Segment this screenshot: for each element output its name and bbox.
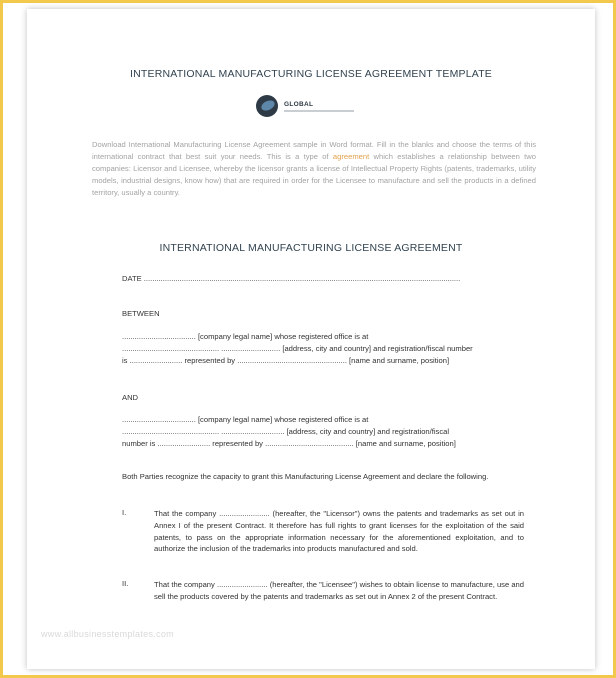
party1-line2: .............................................. ............................ [address, city and country] and registration/fiscal number [122,344,473,353]
item-text: That the company ........................ (hereafter, the "Licensee") wishes to obtain license to manufacture, use and sell the products covered by the patents and trademarks as set out in Annex 2 of the present Contract. [154,580,524,601]
party1-line1: ................................... [company legal name] whose registered office is at [122,332,369,341]
party1-line3: is ......................... represented by .................................................... [name and surname, position] [122,356,450,365]
party2-line2: .............................................. .............................. [address, city and country] and registration/fiscal [122,427,450,436]
agreement-title: INTERNATIONAL MANUFACTURING LICENSE AGREEMENT [159,242,463,254]
item-number: I. [122,508,127,517]
globe-logo-icon [256,95,278,117]
agreement-link[interactable]: agreement [332,151,370,161]
recital-paragraph: Both Parties recognize the capacity to grant this Manufacturing License Agreement and declare the following. [122,472,489,481]
date-line: DATE ...................................................................................................................................................... [122,274,461,283]
item-number: II. [122,579,129,588]
watermark: www.allbusinesstemplates.com [41,629,174,639]
party2-line1: ................................... [company legal name] whose registered office is at [122,415,369,424]
and-label: AND [122,393,139,402]
logo-tagline-bar [284,110,354,112]
logo-text: GLOBAL [284,101,314,108]
between-label: BETWEEN [122,309,160,318]
item-text: That the company ........................ (hereafter, the "Licensor") owns the patents and trademarks as set out in Annex I of the present Contract. It therefore has full rights to grant licenses for the exploitation of the said patents, to pass on the appropriate information necessary for the aforementioned exploitation, and to authorize the inclusion of the trademarks into products manufactured and sold. [154,509,524,554]
intro-paragraph: Download International Manufacturing License Agreement sample in Word format. Fill in the blanks and choose the terms of this international contract that best suit your needs. This is a type of agreement which establishes a relationship between two companies: Licensor and Licensee, whereby the licensor grants a license of Intellectual Property Rights (patents, trademarks, utility models, industrial designs, know how) that are required in order for the Licensee to manufacture and sell the products in a defined territory, usually a country. [92,140,536,197]
party2-line3: number is ......................... represented by .......................................... [name and surname, position] [122,439,456,448]
document-page [27,9,595,669]
company-logo [256,95,386,123]
template-title: INTERNATIONAL MANUFACTURING LICENSE AGREEMENT TEMPLATE [129,68,493,80]
